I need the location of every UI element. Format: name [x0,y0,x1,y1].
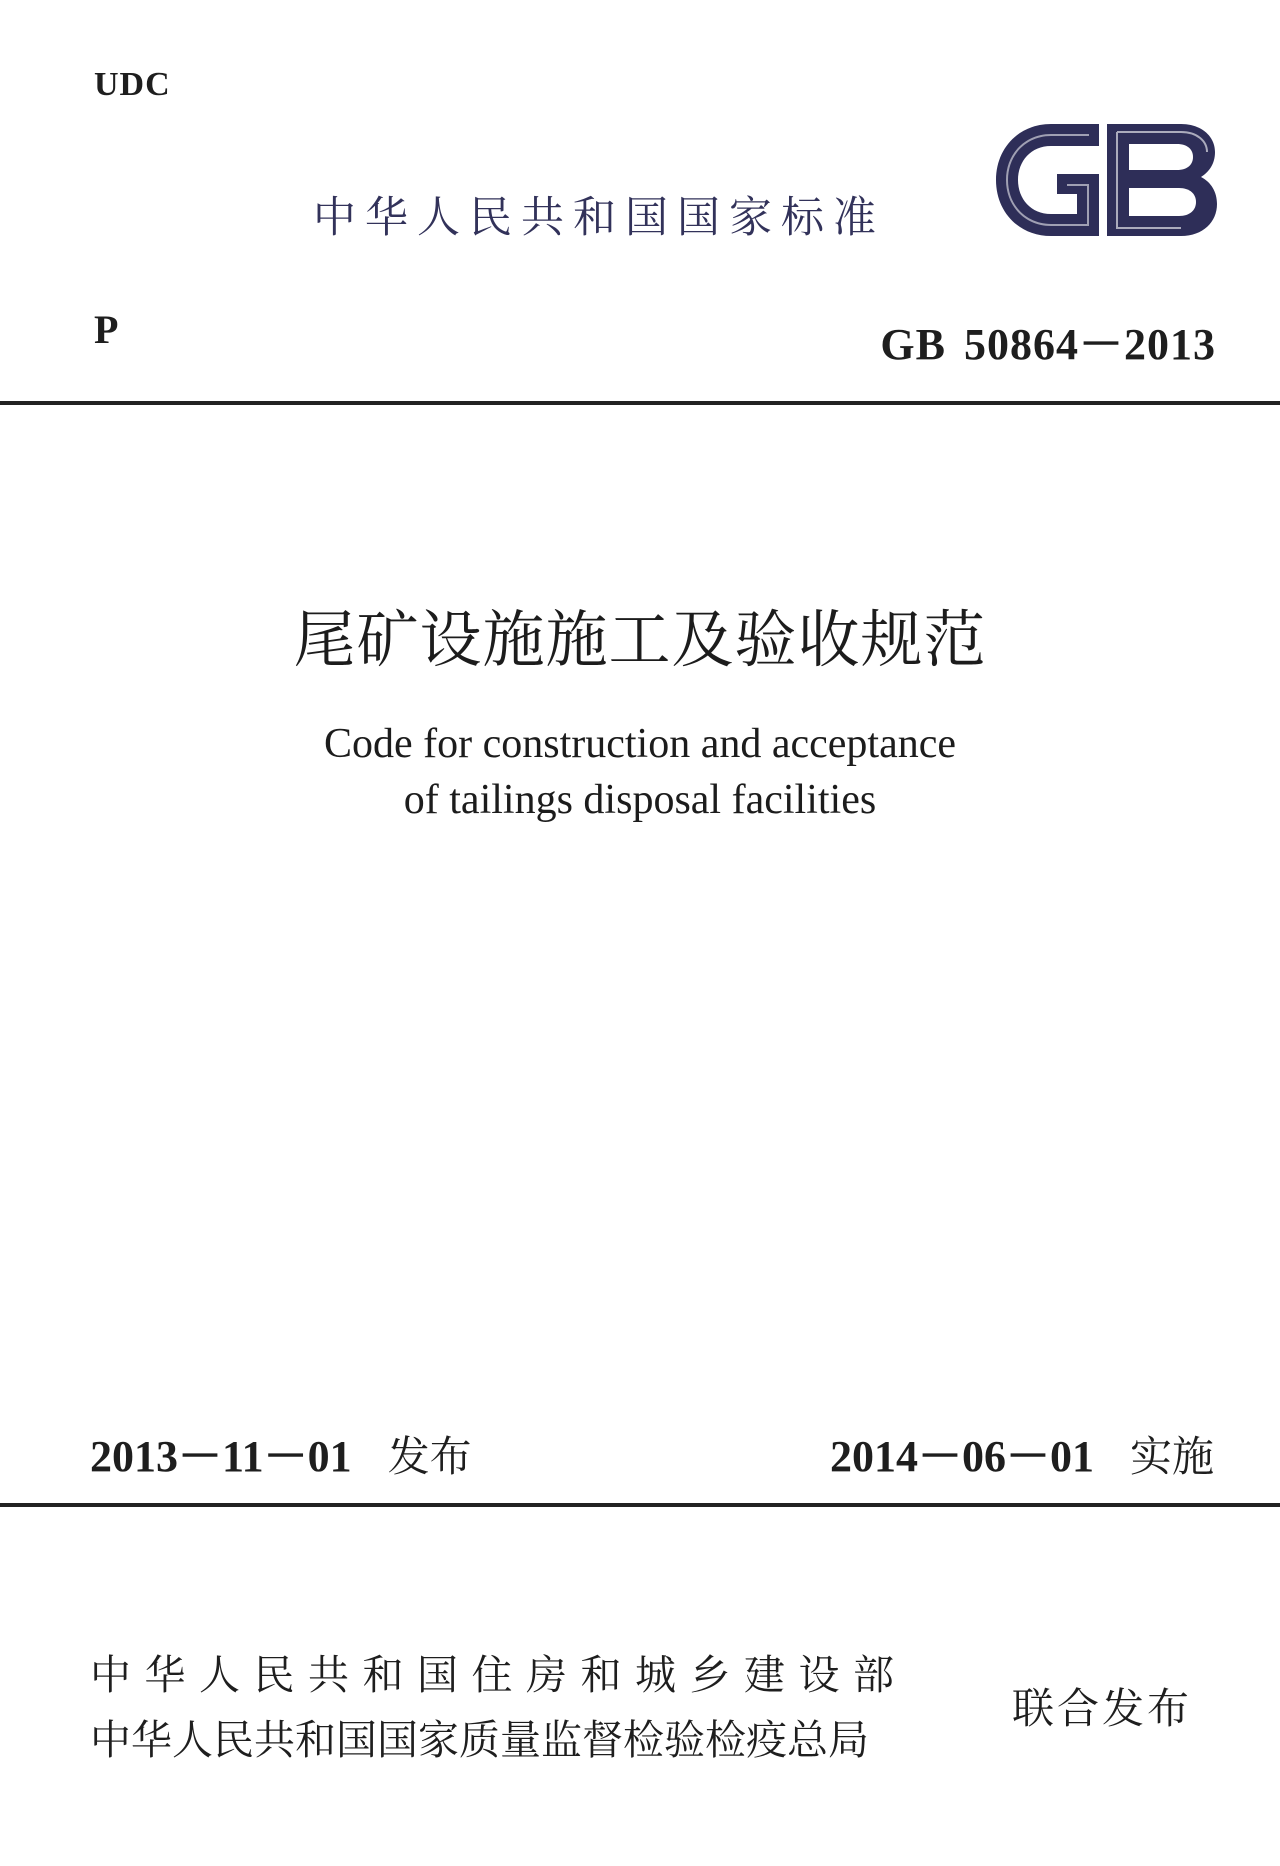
publisher-ministry-housing: 中华人民共和国住房和城乡建设部 [90,1651,908,1699]
title-english-line-1: Code for construction and acceptance [323,721,957,767]
gb-logo [993,122,1219,238]
effective-date: 2014－06－01 [829,1432,1094,1481]
issue-date: 2013－11－01 [90,1432,352,1481]
top-divider [0,401,1280,405]
issue-date-block [90,1420,472,1484]
issue-label: 发布 [387,1432,472,1481]
title-english-line-2: of tailings disposal facilities [403,777,877,823]
effective-date-block [830,1420,1214,1484]
joint-publish-label: 联合发布 [1012,1684,1193,1733]
title-chinese: 尾矿设施施工及验收规范 [293,603,987,676]
publisher-aqsiq: 中华人民共和国国家质量监督检验检疫总局 [90,1716,869,1764]
effective-label: 实施 [1129,1432,1214,1481]
category-code: P [94,307,119,352]
title-english [0,716,1280,828]
standard-type-heading: 中华人民共和国国家标准 [313,193,885,243]
udc-label: UDC [94,66,171,103]
bottom-divider [0,1503,1280,1507]
standard-code: GB 50864－2013 [880,320,1216,369]
